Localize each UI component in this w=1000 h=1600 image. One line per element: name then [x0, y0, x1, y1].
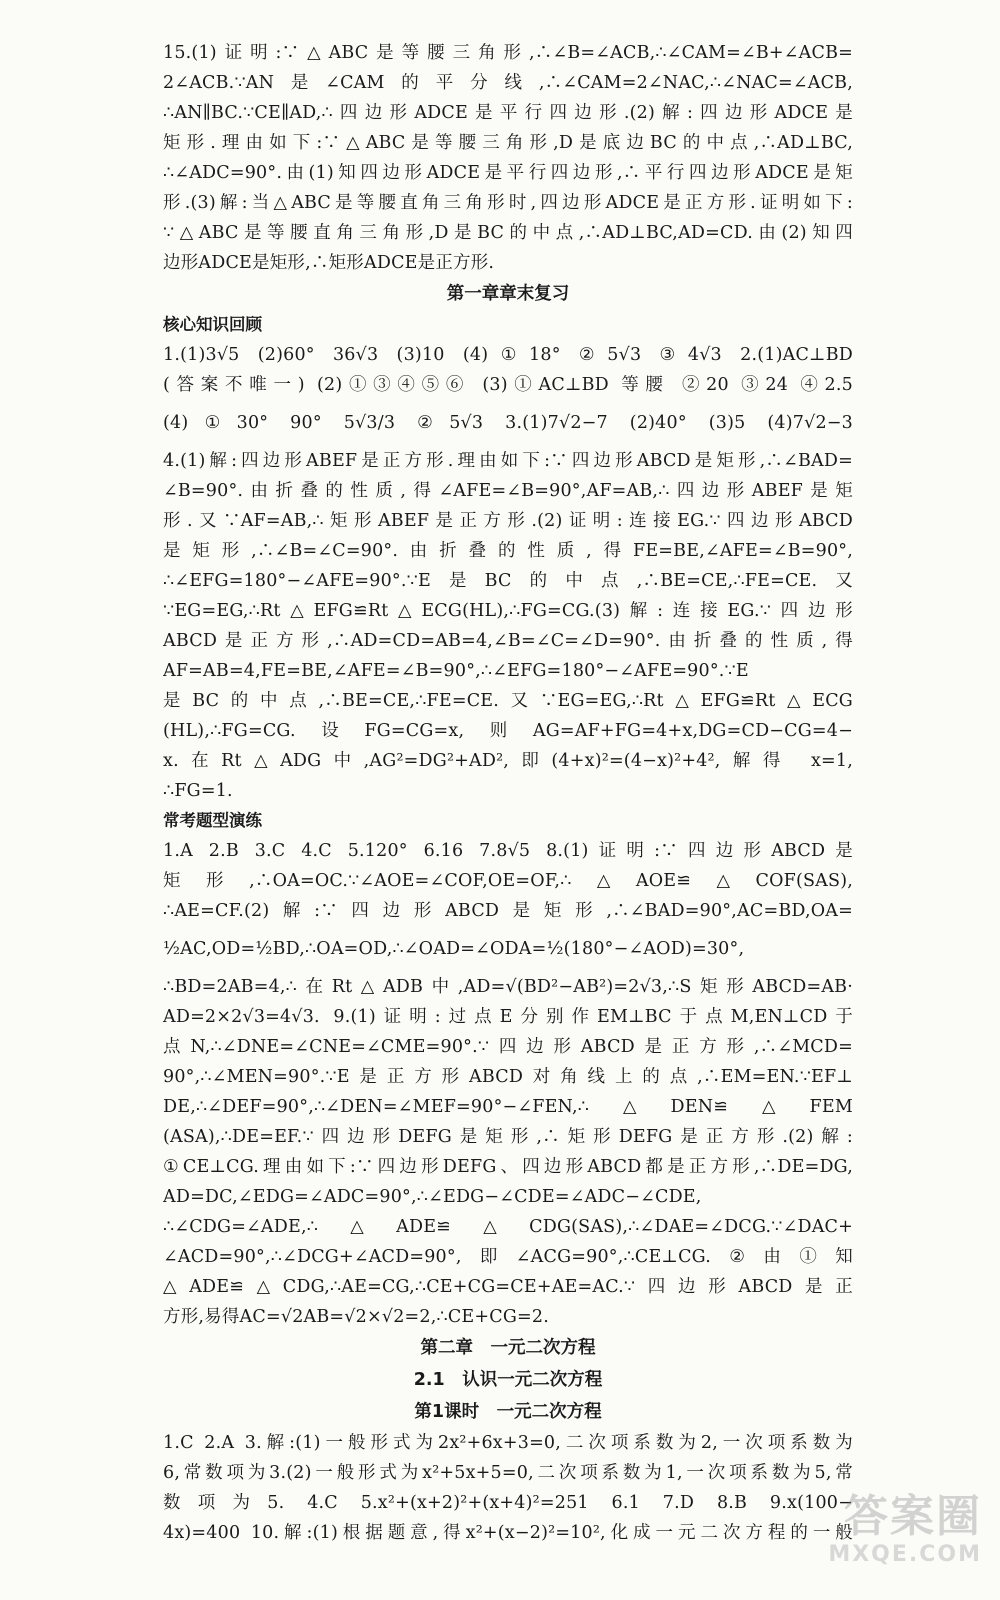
text-line: ∴FG=1.: [163, 781, 233, 801]
lesson-1-title: 第1课时 一元二次方程: [414, 1402, 602, 1422]
section-top: [163, 38, 853, 278]
text-line: ∴AE=CF.(2)解:∵四边形ABCD是矩形,∴∠BAD=90°,AC=BD,OA=: [163, 901, 853, 921]
watermark-logo: [792, 1492, 982, 1570]
text-line: 1.C 2.A 3.解:(1)一般形式为2x²+6x+3=0,二次项系数为2,一次项系数为: [163, 1433, 853, 1453]
text-line: 数项为5. 4.C 5.x²+(x+2)²+(x+4)²=251 6.1 7.D 8.B 9.x(100−: [163, 1493, 853, 1513]
text-line: 形.又∵AF=AB,∴矩形ABEF是正方形.(2)证明:连接EG.∵四边形ABCD: [163, 511, 853, 531]
text-line: △ADE≌△CDG,∴AE=CG,∴CE+CG=CE+AE=AC.∵四边形ABCD是正: [163, 1277, 853, 1297]
text-line: 1.A 2.B 3.C 4.C 5.120° 6.16 7.8√5 8.(1)证明:∵四边形ABCD是: [163, 841, 853, 861]
watermark-main-text: 答案圈: [844, 1491, 982, 1542]
text-line: AD=2×2√3=4√3. 9.(1)证明:过点E分别作EM⊥BC于点M,EN⊥CD于: [163, 1007, 853, 1027]
text-line: ABCD是正方形,∴AD=CD=AB=4,∠B=∠C=∠D=90°.由折叠的性质,得: [163, 631, 853, 651]
practice-block: [163, 836, 853, 1332]
text-line: 边形ADCE是矩形,∴矩形ADCE是正方形.: [163, 253, 495, 273]
chapter2-title: 第二章 一元二次方程: [420, 1338, 596, 1358]
practice-title: 常考题型演练: [163, 811, 262, 830]
core-knowledge-block: [163, 340, 853, 806]
text-line: 2∠ACB.∵AN是∠CAM的平分线,∴∠CAM=2∠NAC,∴∠NAC=∠ACB,: [163, 73, 853, 93]
text-line: ∴∠ADC=90°.由(1)知四边形ADCE是平行四边形,∴平行四边形ADCE是矩: [163, 163, 853, 183]
text-line: 6,常数项为3.(2)一般形式为x²+5x+5=0,二次项系数为1,一次项系数为5,常: [163, 1463, 853, 1483]
core-knowledge-title: 核心知识回顾: [163, 315, 262, 334]
text-line: 方形,易得AC=√2AB=√2×√2=2,∴CE+CG=2.: [163, 1307, 549, 1327]
text-line: 形.(3)解:当△ABC是等腰直角三角形时,四边形ADCE是正方形.证明如下:: [163, 193, 853, 213]
text-line: ∴AN∥BC.∵CE∥AD,∴四边形ADCE是平行四边形.(2)解:四边形ADCE是: [163, 103, 853, 123]
text-line: ∠B=90°.由折叠的性质,得∠AFE=∠B=90°,AF=AB,∴四边形ABEF是矩: [163, 481, 853, 501]
text-line: 是BC的中点,∴BE=CE,∴FE=CE.又∵EG=EG,∴Rt△EFG≌Rt△ECG: [163, 691, 853, 711]
section-2-1-title: 2.1 认识一元二次方程: [413, 1370, 603, 1390]
text-line: (答案不唯一) (2)①③④⑤⑥ (3)①AC⊥BD 等腰 ②20 ③24 ④2.5: [163, 375, 853, 395]
text-line: ∴BD=2AB=4,∴在Rt△ADB中,AD=√(BD²−AB²)=2√3,∴S矩形ABCD=AB·: [163, 977, 853, 997]
text-line: 点N,∴∠DNE=∠CNE=∠CME=90°.∵四边形ABCD是正方形,∴∠MCD=: [163, 1037, 853, 1057]
text-line: 15.(1)证明:∵△ABC是等腰三角形,∴∠B=∠ACB,∴∠CAM=∠B+∠ACB=: [163, 43, 853, 63]
text-line: ½AC,OD=½BD,∴OA=OD,∴∠OAD=∠ODA=½(180°−∠AOD)=30°,: [163, 939, 745, 959]
text-line: (HL),∴FG=CG.设FG=CG=x,则AG=AF+FG=4+x,DG=CD−CG=4−: [163, 721, 853, 741]
text-line: (4)①30° 90° 5√3/3 ②5√3 3.(1)7√2−7 (2)40° (3)5 (4)7√2−3: [163, 413, 853, 433]
text-line: 矩形,∴OA=OC.∵∠AOE=∠COF,OE=OF,∴△AOE≌△COF(SAS),: [163, 871, 853, 891]
text-line: 1.(1)3√5 (2)60° 36√3 (3)10 (4)①18° ②5√3 ③4√3 2.(1)AC⊥BD: [163, 345, 853, 365]
text-line: (ASA),∴DE=EF.∵四边形DEFG是矩形,∴矩形DEFG是正方形.(2)解:: [163, 1127, 853, 1147]
text-line: ∵△ABC是等腰直角三角形,D是BC的中点,∴AD⊥BC,AD=CD.由(2)知四: [163, 223, 853, 243]
watermark-url-text: MXQE.COM: [828, 1542, 982, 1567]
text-line: ∵EG=EG,∴Rt△EFG≌Rt△ECG(HL),∴FG=CG.(3)解:连接EG.∵四边形: [163, 601, 853, 621]
text-line: AF=AB=4,FE=BE,∠AFE=∠B=90°,∴∠EFG=180°−∠AFE=90°.∵E: [163, 661, 749, 681]
text-line: ∴∠EFG=180°−∠AFE=90°.∵E是BC的中点,∴BE=CE,∴FE=CE.又: [163, 571, 853, 591]
answer-page: [163, 38, 853, 1548]
chapter1-review-title: 第一章章末复习: [446, 284, 570, 304]
text-line: ①CE⊥CG.理由如下:∵四边形DEFG、四边形ABCD都是正方形,∴DE=DG,: [163, 1157, 853, 1177]
text-line: 是矩形,∴∠B=∠C=90°.由折叠的性质,得FE=BE,∠AFE=∠B=90°,: [163, 541, 853, 561]
text-line: AD=DC,∠EDG=∠ADC=90°,∴∠EDG−∠CDE=∠ADC−∠CDE,: [163, 1187, 702, 1207]
text-line: 矩形.理由如下:∵△ABC是等腰三角形,D是底边BC的中点,∴AD⊥BC,: [163, 133, 853, 153]
text-line: DE,∴∠DEF=90°,∴∠DEN=∠MEF=90°−∠FEN,∴△DEN≌△FEM: [163, 1097, 853, 1117]
chapter2-answers: [163, 1428, 853, 1548]
text-line: 4x)=400 10.解:(1)根据题意,得x²+(x−2)²=10²,化成一元二次方程的一般: [163, 1523, 853, 1543]
text-line: ∴∠CDG=∠ADE,∴△ADE≌△CDG(SAS),∴∠DAE=∠DCG.∵∠DAC+: [163, 1217, 853, 1237]
text-line: ∠ACD=90°,∴∠DCG+∠ACD=90°,即∠ACG=90°,∴CE⊥CG.②由①知: [163, 1247, 853, 1267]
text-line: x.在Rt△ADG中,AG²=DG²+AD²,即(4+x)²=(4−x)²+4²,解得 x=1,: [163, 751, 853, 771]
text-line: 90°,∴∠MEN=90°.∵E是正方形ABCD对角线上的点,∴EM=EN.∵EF⊥: [163, 1067, 853, 1087]
text-line: 4.(1)解:四边形ABEF是正方形.理由如下:∵四边形ABCD是矩形,∴∠BAD=: [163, 451, 853, 471]
